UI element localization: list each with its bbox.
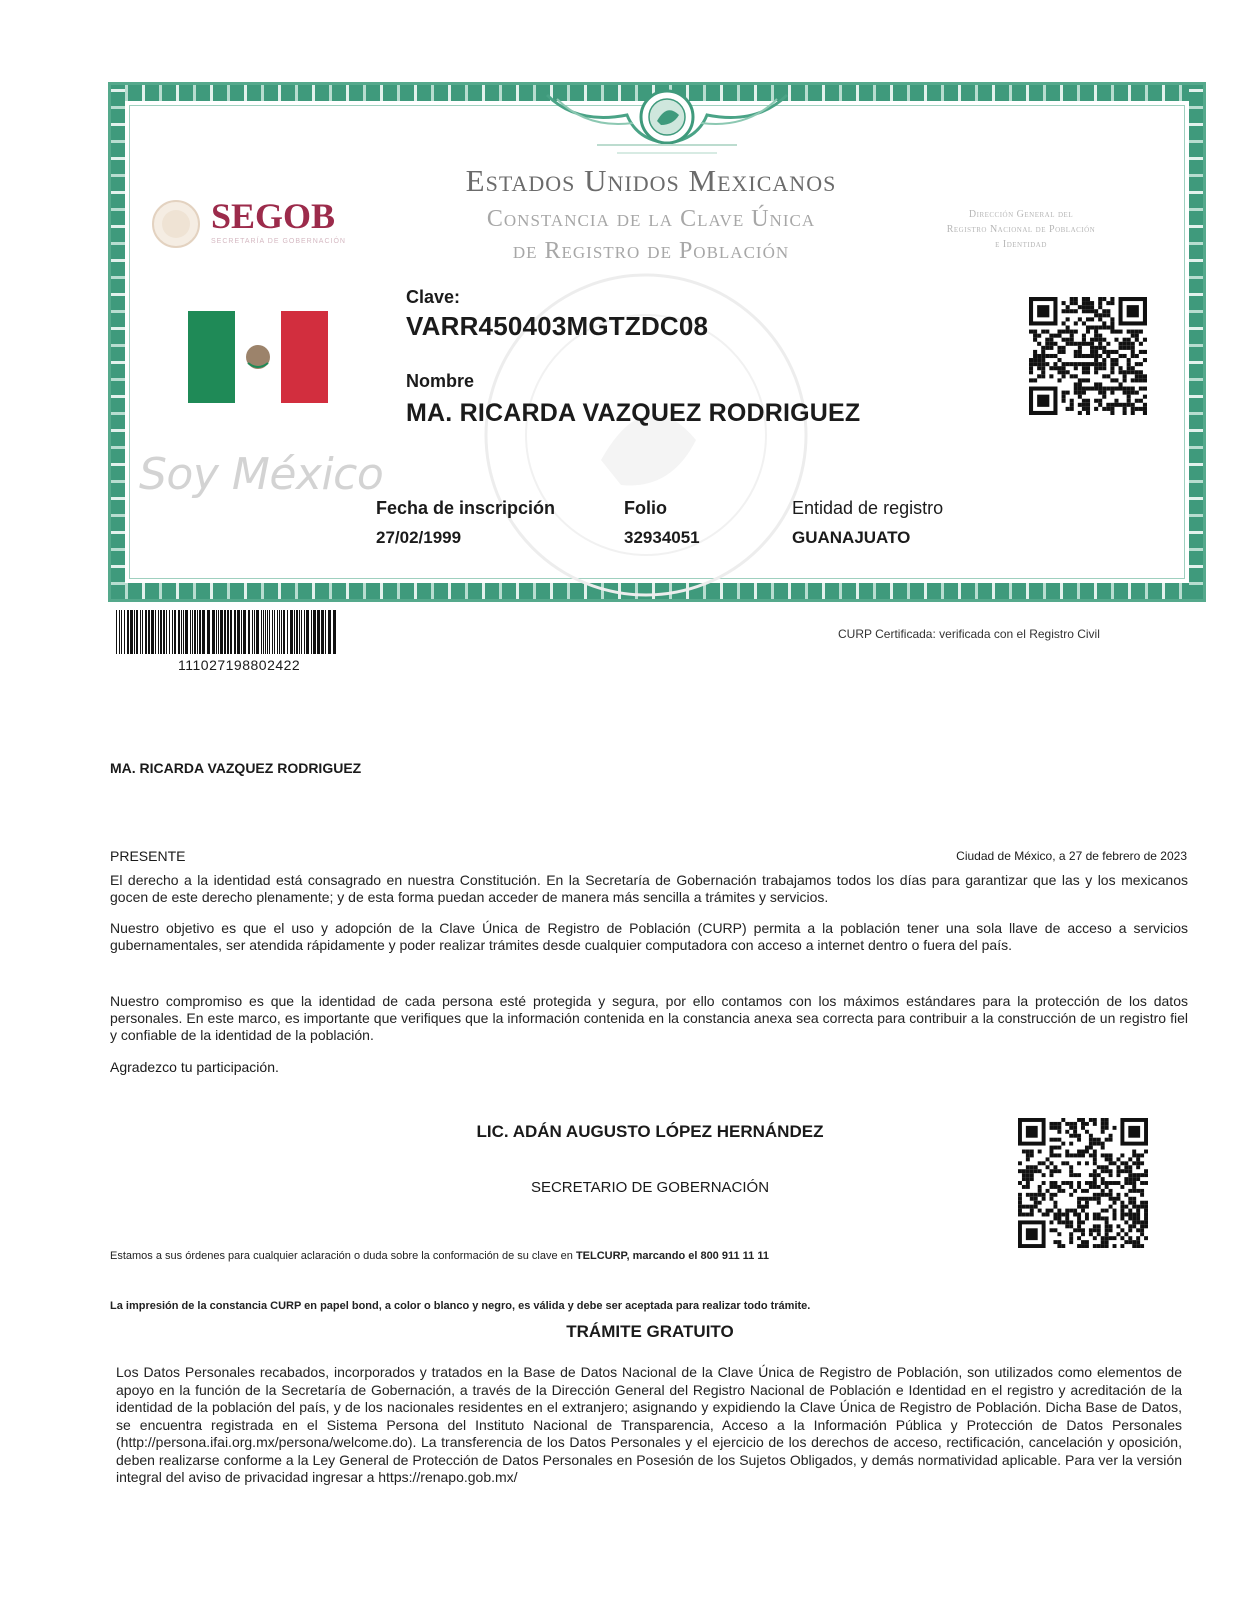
national-crest-icon (537, 85, 797, 165)
contact-phone: TELCURP, marcando el 800 911 11 11 (575, 1250, 769, 1262)
letter-paragraph-2: Nuestro objetivo es que el uso y adopción de la Clave Única de Registro de Población (CURP) permita a la población tener una sola llave de acceso a servicios gubernamentales, ser atendida rápidamente y poder realizar trámites desde cualquier computadora con acceso a internet dentro o fuera del país. (110, 920, 1188, 953)
barcode-number: 111027198802422 (178, 657, 301, 673)
document-title: Estados Unidos Mexicanos (465, 163, 837, 198)
letter-thanks: Agradezco tu participación. (110, 1059, 279, 1075)
validity-notice: La impresión de la constancia CURP en papel bond, a color o blanco y negro, es válida y debe ser aceptada para realizar todo trámite. (110, 1300, 811, 1312)
fecha-inscripcion-value: 27/02/1999 (376, 528, 462, 547)
curp-certificate-card (108, 82, 1206, 602)
barcode-icon (116, 610, 340, 654)
signer-name: LIC. ADÁN AUGUSTO LÓPEZ HERNÁNDEZ (476, 1122, 824, 1141)
clave-label: Clave: (406, 287, 461, 307)
clave-value: VARR450403MGTZDC08 (406, 311, 709, 341)
letter-addressee: MA. RICARDA VAZQUEZ RODRIGUEZ (110, 760, 362, 776)
contact-line (110, 1250, 769, 1262)
entidad-registro-value: GUANAJUATO (792, 528, 911, 547)
letter-presente: PRESENTE (110, 848, 186, 864)
letter-city-date: Ciudad de México, a 27 de febrero de 2023 (956, 849, 1187, 863)
curp-certified-note: CURP Certificada: verificada con el Registro Civil (838, 627, 1100, 641)
dgr-renapo-label (901, 207, 1141, 252)
frame-border-left (111, 85, 125, 599)
folio-label: Folio (624, 498, 667, 518)
subtitle-line-1: Constancia de la Clave Única (486, 206, 816, 232)
entidad-registro-label: Entidad de registro (792, 498, 944, 518)
dgr-line-2: Registro Nacional de Población (946, 224, 1096, 235)
free-procedure-heading: TRÁMITE GRATUITO (566, 1322, 734, 1341)
fecha-inscripcion-label: Fecha de inscripción (376, 498, 556, 518)
document-subtitle (401, 203, 901, 267)
letter-paragraph-1: El derecho a la identidad está consagrado en nuestra Constitución. En la Secretaría de Gobernación trabajamos todos los días para garantizar que las y los mexicanos gocen de este derecho plenamente; y de esta forma puedan acceder de manera más sencilla a trámites y servicios. (110, 872, 1188, 905)
segob-seal-icon (151, 199, 201, 249)
dgr-line-3: e Identidad (995, 239, 1047, 250)
segob-logo-subtext: SECRETARÍA DE GOBERNACIÓN (211, 238, 346, 245)
folio-value: 32934051 (624, 528, 700, 547)
privacy-notice: Los Datos Personales recabados, incorporados y tratados en la Base de Datos Nacional de la Clave Única de Registro de Población, son utilizados como elementos de apoyo en la función de la Secretaría de Gobernación, a través de la Dirección General del Registro Nacional de Población e Identidad en el registro y acreditación de la identidad de la población del país, y de los nacionales residentes en el extranjero; asignando y expidiendo la Clave Única de Registro de Población. Dicha Base de Datos, se encuentra registrada en el Sistema Persona del Instituto Nacional de Transparencia, Acceso a la Información Pública y Protección de Datos Personales (http://persona.ifai.org.mx/persona/welcome.do). La transferencia de los Datos Personales y el ejercicio de los derechos de acceso, rectificación, cancelación y oposición, deben realizarse conforme a la Ley General de Protección de Datos Personales en Posesión de los Sujetos Obligados, y demás normatividad aplicable. Para ver la versión integral del aviso de privacidad ingresar a https://renapo.gob.mx/ (116, 1364, 1182, 1485)
contact-text: Estamos a sus órdenes para cualquier aclaración o duda sobre la conformación de su clave en (110, 1250, 573, 1262)
segob-logo-text: SEGOB (211, 196, 336, 236)
frame-border-right (1189, 85, 1203, 599)
qr-code-icon (1018, 1118, 1148, 1248)
subtitle-line-2: de Registro de Población (512, 238, 790, 264)
qr-code-icon (1029, 297, 1147, 415)
letter-paragraph-3: Nuestro compromiso es que la identidad de cada persona esté protegida y segura, por ello contamos con los máximos estándares para la protección de los datos personales. En este marco, es importante que verifiques que la información contenida en la constancia anexa sea correcta para contribuir a la construcción de un registro fiel y confiable de la identidad de la población. (110, 993, 1188, 1043)
dgr-line-1: Dirección General del (968, 209, 1074, 220)
signer-title: SECRETARIO DE GOBERNACIÓN (530, 1179, 770, 1196)
soy-mexico-slogan: Soy México (139, 449, 384, 500)
mexican-flag-icon (188, 311, 328, 403)
nombre-label: Nombre (406, 371, 475, 391)
nombre-value: MA. RICARDA VAZQUEZ RODRIGUEZ (406, 399, 861, 427)
